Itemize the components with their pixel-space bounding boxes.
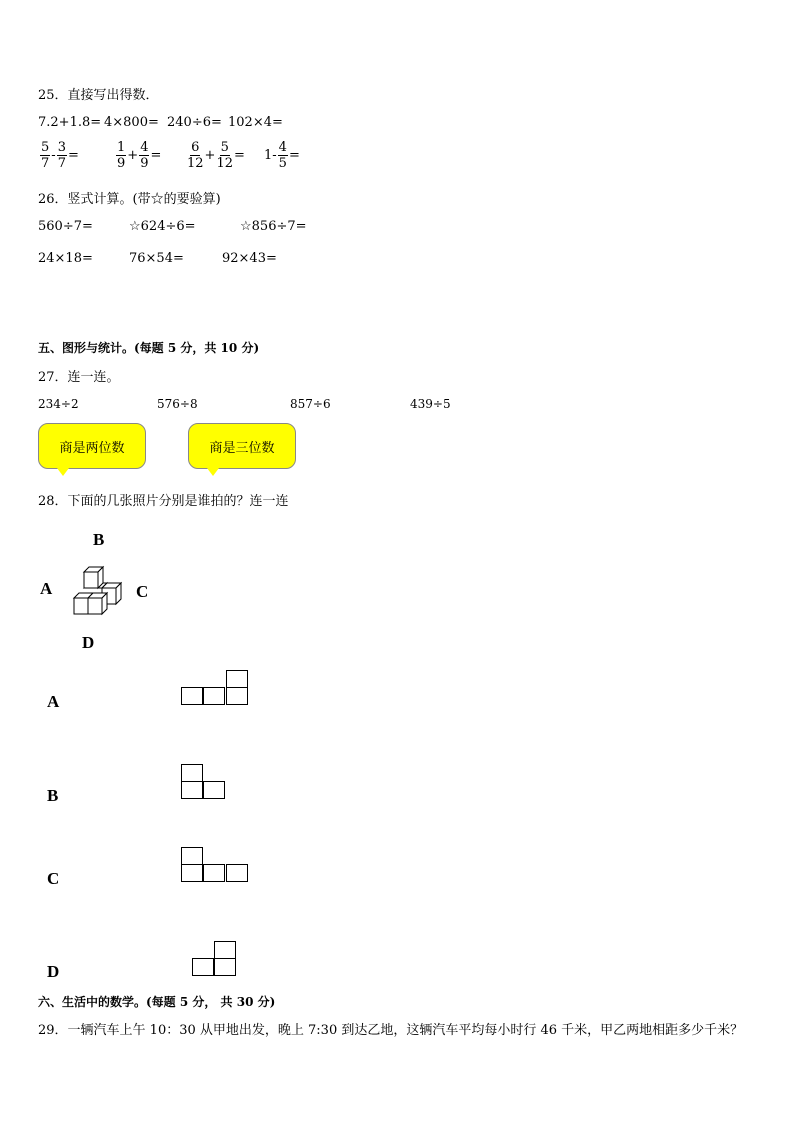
q26-item-5: 76×54= bbox=[129, 251, 184, 266]
bubble-tail bbox=[57, 468, 69, 476]
q26-item-3: ☆856÷7= bbox=[240, 219, 307, 234]
section-5-title: 五、图形与统计。(每题 5 分，共 10 分) bbox=[38, 341, 260, 355]
bubble-label: 商是三位数 bbox=[209, 440, 275, 456]
q25-title: 25．直接写出得数． bbox=[38, 88, 159, 103]
q26-item-2: ☆624÷6= bbox=[129, 219, 196, 234]
fraction: $\frac{3}{7}$ bbox=[57, 140, 66, 171]
q26-item-4: 24×18= bbox=[38, 251, 93, 266]
q25-fraction-expr-4: 1- $\frac{4}{5}$ = bbox=[264, 140, 300, 171]
observer-label-bottom: D bbox=[82, 633, 95, 652]
q25-item-3: 240÷6= bbox=[167, 115, 222, 130]
view-label-a: A bbox=[47, 692, 60, 711]
q27-expr-4: 439÷5 bbox=[410, 397, 451, 411]
observer-label-top: B bbox=[93, 530, 105, 549]
bubble-tail bbox=[207, 468, 219, 476]
view-label-c: C bbox=[47, 869, 60, 888]
fraction: $\frac{4}{9}$ bbox=[140, 140, 149, 171]
q25-fraction-expr-3: $\frac{6}{12}$ + $\frac{5}{12}$ = bbox=[187, 140, 245, 171]
section-6-title: 六、生活中的数学。(每题 5 分， 共 30 分) bbox=[38, 995, 276, 1009]
q26-item-6: 92×43= bbox=[222, 251, 277, 266]
two-digit-quotient-bubble[interactable] bbox=[38, 423, 146, 469]
fraction: $\frac{6}{12}$ bbox=[187, 140, 204, 171]
three-digit-quotient-bubble[interactable] bbox=[188, 423, 296, 469]
view-label-b: B bbox=[47, 786, 59, 805]
fraction: $\frac{5}{12}$ bbox=[216, 140, 233, 171]
q26-item-1: 560÷7= bbox=[38, 219, 93, 234]
bubble-label: 商是两位数 bbox=[59, 440, 125, 456]
q27-title: 27．连一连。 bbox=[38, 370, 120, 385]
view-label-d: D bbox=[47, 962, 60, 981]
q25-fraction-expr-1: $\frac{5}{7}$ - $\frac{3}{7}$ = bbox=[41, 140, 79, 171]
fraction: $\frac{4}{5}$ bbox=[278, 140, 287, 171]
q26-title: 26．竖式计算。(带☆的要验算) bbox=[38, 192, 221, 207]
observer-label-left: A bbox=[40, 579, 53, 598]
q27-expr-1: 234÷2 bbox=[38, 397, 79, 411]
fraction: $\frac{5}{7}$ bbox=[41, 140, 50, 171]
q27-expr-2: 576÷8 bbox=[157, 397, 198, 411]
observer-label-right: C bbox=[136, 582, 149, 601]
fraction: $\frac{1}{9}$ bbox=[117, 140, 126, 171]
q25-item-1: 7.2+1.8= bbox=[38, 115, 102, 130]
q28-title: 28．下面的几张照片分别是谁拍的？连一连 bbox=[38, 494, 289, 509]
q25-item-4: 102×4= bbox=[228, 115, 283, 130]
cube-stack-figure bbox=[70, 562, 122, 618]
q25-item-2: 4×800= bbox=[104, 115, 159, 130]
q27-expr-3: 857÷6 bbox=[290, 397, 331, 411]
q25-fraction-expr-2: $\frac{1}{9}$ + $\frac{4}{9}$ = bbox=[117, 140, 162, 171]
q29-text: 29．一辆汽车上午 10：30 从甲地出发，晚上 7:30 到达乙地，这辆汽车平均每小时行 46 千米，甲乙两地相距多少千米？ bbox=[38, 1023, 744, 1038]
